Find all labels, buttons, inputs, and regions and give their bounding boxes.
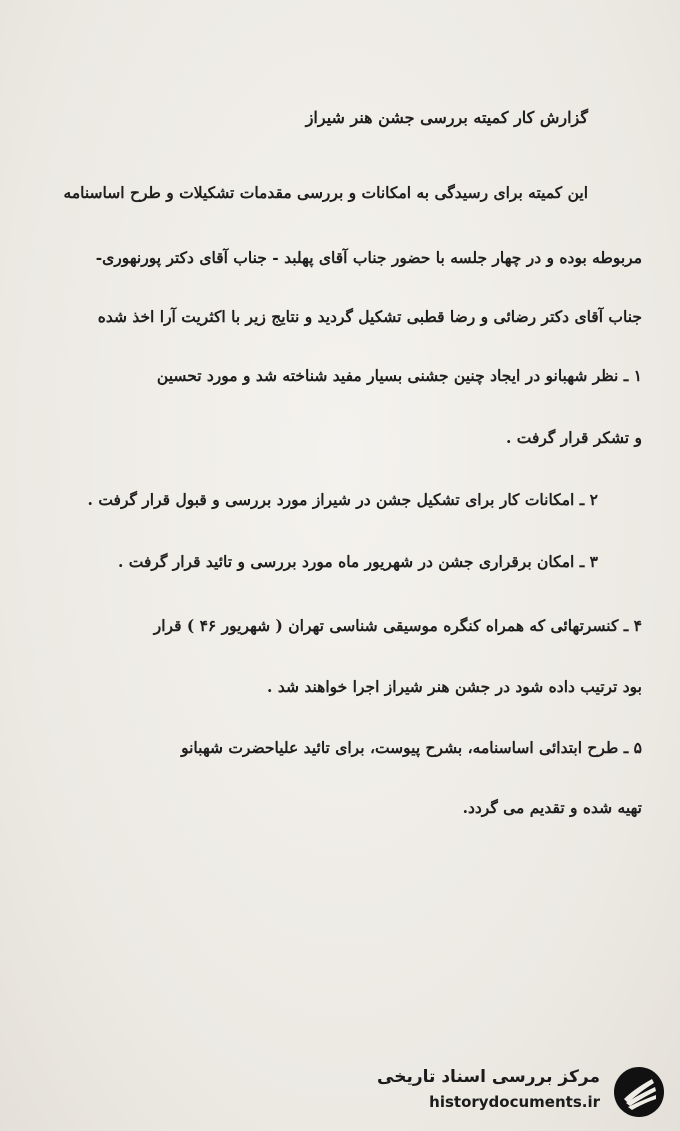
document-line-9: بود ترتیب داده شود در جشن هنر شیراز اجرا خواهند شد . — [267, 677, 642, 696]
book-pages-logo-icon — [612, 1065, 666, 1119]
document-line-4: ۱ ـ نظر شهبانو در ایجاد چنین جشنی بسیار مفید شناخته شد و مورد تحسین — [156, 366, 642, 385]
watermark-url: historydocuments.ir — [429, 1093, 600, 1111]
document-line-3: جناب آقای دکتر رضائی و رضا قطبی تشکیل گردید و نتایج زیر با اکثریت آرا اخذ شده — [97, 307, 642, 326]
watermark — [376, 1061, 666, 1121]
document-line-5: و تشکر قرار گرفت . — [505, 428, 642, 447]
document-line-1: این کمیته برای رسیدگی به امکانات و بررسی مقدمات تشکیلات و طرح اساسنامه — [63, 183, 588, 202]
document-line-11: تهیه شده و تقدیم می گردد. — [462, 798, 642, 817]
document-line-7: ۳ ـ امکان برقراری جشن در شهریور ماه مورد بررسی و تائید قرار گرفت . — [118, 552, 598, 571]
document-line-6: ۲ ـ امکانات کار برای تشکیل جشن در شیراز مورد بررسی و قبول قرار گرفت . — [87, 490, 598, 509]
document-line-2: مربوطه بوده و در چهار جلسه با حضور جناب آقای پهلبد - جناب آقای دکتر پورنهوری- — [95, 248, 642, 267]
document-line-10: ۵ ـ طرح ابتدائی اساسنامه، بشرح پیوست، برای تائید علیاحضرت شهبانو — [181, 738, 642, 757]
document-line-8: ۴ ـ کنسرتهائی که همراه کنگره موسیقی شناسی تهران ( شهریور ۴۶ ) قرار — [153, 616, 642, 635]
document-title: گزارش کار کمیته بررسی جشن هنر شیراز — [305, 108, 588, 127]
watermark-name: مرکز بررسی اسناد تاریخی — [377, 1067, 600, 1087]
